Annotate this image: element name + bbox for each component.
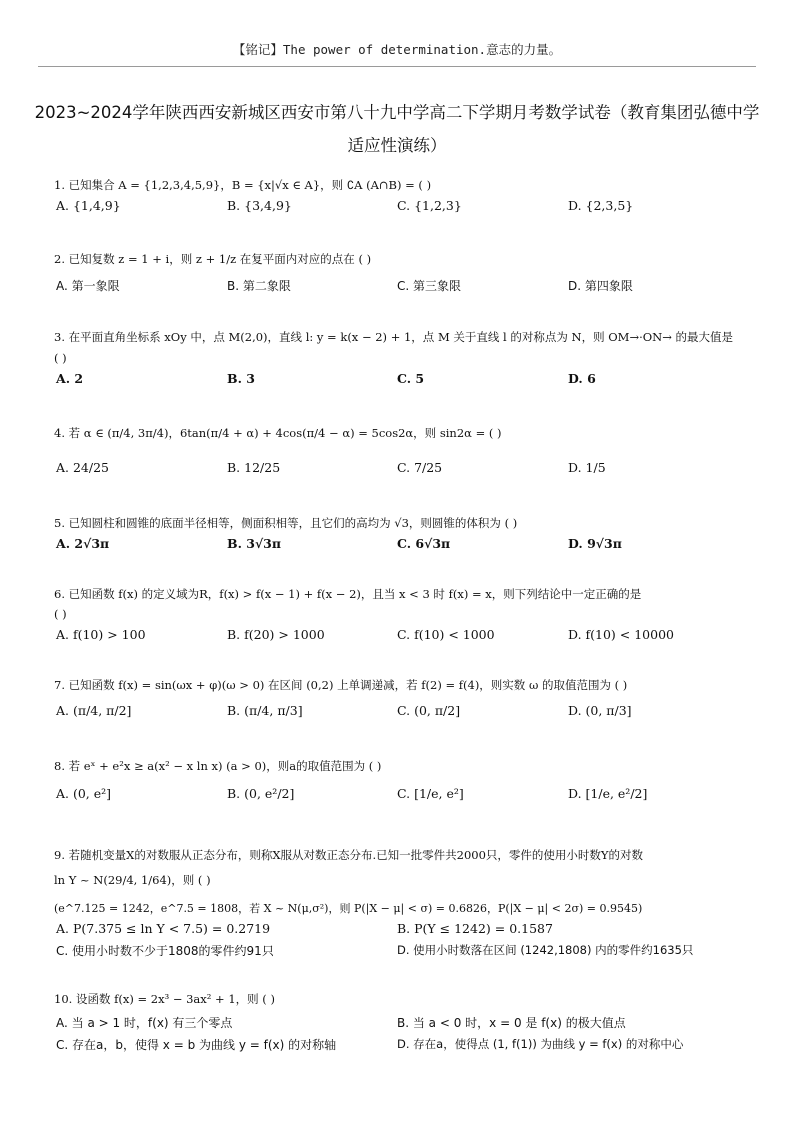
question-2-option-a: A. 第一象限	[56, 279, 120, 293]
question-2-stem: 2. 已知复数 z = 1 + i，则 z + 1/z 在复平面内对应的点在 ( )	[54, 252, 372, 266]
question-8-option-d: D. [1/e, e²/2]	[568, 786, 648, 801]
header-motto: 【铭记】The power of determination.意志的力量。	[232, 42, 562, 57]
exam-title-line-2: 适应性演练）	[347, 136, 447, 155]
question-4-stem: 4. 若 α ∈ (π/4, 3π/4)，6tan(π/4 + α) + 4cos(π/4 − α) = 5cos2α，则 sin2α = ( )	[54, 426, 502, 440]
exam-title	[30, 96, 764, 162]
question-2-option-c: C. 第三象限	[397, 279, 462, 293]
question-3-option-c: C. 5	[397, 371, 425, 386]
question-5-option-c: C. 6√3π	[397, 536, 451, 551]
question-9-stem: 9. 若随机变量X的对数服从正态分布，则称X服从对数正态分布.已知一批零件共2000只，零件的使用小时数Y的对数	[54, 848, 644, 862]
question-1-option-b: B. {3,4,9}	[227, 198, 292, 213]
question-1-option-a: A. {1,4,9}	[56, 198, 121, 213]
question-6-stem: 6. 已知函数 f(x) 的定义域为R，f(x) > f(x − 1) + f(x − 2)，且当 x < 3 时 f(x) = x，则下列结论中一定正确的是	[54, 587, 642, 601]
question-2-option-d: D. 第四象限	[568, 279, 633, 293]
question-3-stem: 3. 在平面直角坐标系 xOy 中，点 M(2,0)，直线 l: y = k(x − 2) + 1，点 M 关于直线 l 的对称点为 N，则 OM→·ON→ 的最大值是	[54, 330, 734, 344]
header-divider	[38, 66, 756, 67]
question-4-option-b: B. 12/25	[227, 460, 281, 475]
question-1-stem: 1. 已知集合 A = {1,2,3,4,5,9}，B = {x|√x ∈ A}，则 ∁A (A∩B) = ( )	[54, 178, 432, 192]
question-6-option-a: A. f(10) > 100	[56, 627, 146, 642]
question-10-option-c: C. 存在a，b，使得 x = b 为曲线 y = f(x) 的对称轴	[56, 1038, 337, 1052]
question-10-option-b: B. 当 a < 0 时，x = 0 是 f(x) 的极大值点	[397, 1016, 626, 1030]
question-9-option-a: A. P(7.375 ≤ ln Y < 7.5) = 0.2719	[56, 921, 271, 936]
question-9-reference-values: (e^7.125 = 1242，e^7.5 = 1808，若 X ~ N(μ,σ²)，则 P(|X − μ| < σ) = 0.6826，P(|X − μ| < 2σ) = 0.9545)	[54, 902, 643, 915]
question-7-option-c: C. (0, π/2]	[397, 703, 461, 718]
question-6-stem-cont: ( )	[54, 607, 67, 621]
question-9-option-d: D. 使用小时数落在区间 (1242,1808) 内的零件约1635只	[397, 943, 694, 957]
question-3-option-a: A. 2	[56, 371, 84, 386]
question-3-option-b: B. 3	[227, 371, 255, 386]
question-9-option-c: C. 使用小时数不少于1808的零件约91只	[56, 944, 274, 958]
question-8-option-b: B. (0, e²/2]	[227, 786, 295, 801]
question-4-option-c: C. 7/25	[397, 460, 443, 475]
question-10-option-d: D. 存在a，使得点 (1, f(1)) 为曲线 y = f(x) 的对称中心	[397, 1037, 684, 1051]
question-10-stem: 10. 设函数 f(x) = 2x³ − 3ax² + 1，则 ( )	[54, 992, 275, 1006]
question-6-option-b: B. f(20) > 1000	[227, 627, 325, 642]
question-5-option-d: D. 9√3π	[568, 536, 622, 551]
question-3-option-d: D. 6	[568, 371, 596, 386]
question-10-option-a: A. 当 a > 1 时，f(x) 有三个零点	[56, 1016, 233, 1030]
question-8-stem: 8. 若 eˣ + e²x ≥ a(x² − x ln x) (a > 0)，则a的取值范围为 ( )	[54, 759, 382, 773]
question-5-stem: 5. 已知圆柱和圆锥的底面半径相等，侧面积相等，且它们的高均为 √3，则圆锥的体积为 ( )	[54, 516, 518, 530]
question-7-option-b: B. (π/4, π/3]	[227, 703, 303, 718]
question-4-option-d: D. 1/5	[568, 460, 606, 475]
question-9-stem-cont: ln Y ~ N(29/4, 1/64)，则 ( )	[54, 873, 211, 887]
question-1-option-d: D. {2,3,5}	[568, 198, 634, 213]
question-2-option-b: B. 第二象限	[227, 279, 291, 293]
question-7-option-a: A. (π/4, π/2]	[56, 703, 132, 718]
question-4-option-a: A. 24/25	[56, 460, 109, 475]
question-5-option-b: B. 3√3π	[227, 536, 282, 551]
question-6-option-d: D. f(10) < 10000	[568, 627, 674, 642]
question-8-option-c: C. [1/e, e²]	[397, 786, 464, 801]
question-9-option-b: B. P(Y ≤ 1242) = 0.1587	[397, 921, 553, 936]
question-1-option-c: C. {1,2,3}	[397, 198, 462, 213]
exam-title-line-1: 2023~2024学年陕西西安新城区西安市第八十九中学高二下学期月考数学试卷（教育集团弘德中学	[34, 103, 760, 122]
question-8-option-a: A. (0, e²]	[56, 786, 112, 801]
question-3-stem-cont: ( )	[54, 351, 67, 365]
question-5-option-a: A. 2√3π	[56, 536, 110, 551]
question-7-stem: 7. 已知函数 f(x) = sin(ωx + φ)(ω > 0) 在区间 (0,2) 上单调递减，若 f(2) = f(4)，则实数 ω 的取值范围为 ( )	[54, 678, 628, 692]
question-6-option-c: C. f(10) < 1000	[397, 627, 495, 642]
question-7-option-d: D. (0, π/3]	[568, 703, 632, 718]
